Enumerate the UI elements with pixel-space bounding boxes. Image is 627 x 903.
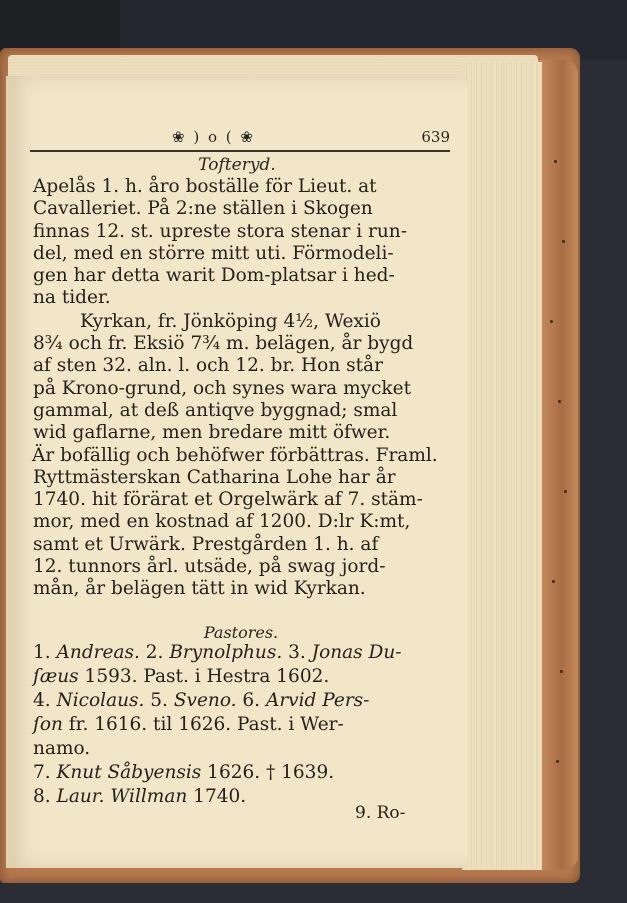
pastor-part-e: 6.	[242, 690, 261, 711]
text-line: mor, med en kostnad af 1200. D:lr K:mt,	[33, 511, 411, 532]
pastor-line	[33, 714, 344, 736]
pastor-part-a: 7.	[33, 762, 51, 783]
text-line: Är bofällig och behöfwer förbättras. Framl.	[32, 445, 438, 466]
pastor-part-f: Jonas Du-	[311, 642, 402, 663]
text-line: Ryttmästerskan Catharina Lohe har år	[33, 467, 396, 488]
text-line: na tider.	[33, 287, 111, 308]
header-ornament: ❀ ) o ( ❀	[172, 128, 255, 146]
text-line: 12. tunnors årl. utsäde, på swag jord-	[33, 556, 386, 577]
text-line: del, med en större mitt uti. Förmodeli-	[33, 243, 394, 264]
book-cover-fore-edge	[538, 60, 578, 870]
pastor-part-a: 1.	[33, 642, 51, 663]
pastor-line	[33, 738, 90, 760]
catchword: 9. Ro-	[355, 803, 406, 823]
text-line: 8¾ och fr. Eksiö 7¾ m. belägen, år bygd	[33, 333, 414, 354]
pastores-heading: Pastores.	[203, 623, 279, 642]
text-line: gen har detta warit Dom-platsar i hed-	[33, 265, 395, 286]
pastor-part-b: ſon	[33, 714, 63, 735]
pastor-line	[33, 642, 402, 664]
pastor-line	[33, 690, 369, 712]
text-line: finnas 12. st. upreste stora stenar i run-	[33, 221, 407, 242]
pastor-part-d: Sveno.	[173, 690, 237, 711]
pastor-part-c: 2.	[145, 642, 164, 663]
text-line: wid gaflarne, men bredare mitt öfwer.	[33, 422, 391, 443]
text-line: samt et Urwärk. Prestgården 1. h. af	[33, 534, 379, 555]
page-number: 639	[421, 128, 450, 146]
pastor-part-c: namo.	[33, 738, 91, 759]
pastor-line	[33, 786, 246, 808]
text-line: Apelås 1. h. åro boställe för Lieut. at	[33, 176, 377, 197]
text-line: Kyrkan, fr. Jönköping 4½, Wexiö	[80, 311, 381, 332]
text-line: af sten 32. aln. l. och 12. br. Hon står	[33, 355, 383, 376]
pastor-part-a: 4.	[33, 690, 51, 711]
text-line: 1740. hit förärat et Orgelwärk af 7. stäm-	[33, 489, 423, 510]
pastor-part-b: Knut Såbyensis	[56, 762, 202, 783]
section-title: Tofteryd.	[198, 155, 276, 175]
pastor-part-c: 5.	[150, 690, 168, 711]
pastor-part-e: 3.	[288, 642, 306, 663]
pastor-part-a: 8.	[33, 786, 51, 807]
text-line: mån, år belägen tätt in wid Kyrkan.	[33, 578, 366, 599]
text-line: på Krono-grund, och synes wara mycket	[33, 378, 412, 399]
pastor-part-c: 1593. Past. i Hestra 1602.	[84, 666, 330, 687]
pastor-line	[33, 666, 329, 688]
pastor-part-b: Andreas.	[56, 642, 140, 663]
pastor-part-f: Arvid Pers-	[265, 690, 370, 711]
pastor-part-b: Nicolaus.	[56, 690, 145, 711]
pastor-line	[33, 762, 334, 784]
pastor-part-b: ſæus	[33, 666, 79, 687]
pastor-part-c: 1626. † 1639.	[207, 762, 335, 783]
running-head	[150, 128, 450, 148]
pastor-part-c: 1740.	[193, 786, 247, 807]
pastor-part-b: Laur. Willman	[56, 786, 188, 807]
text-line: Cavalleriet. På 2:ne ställen i Skogen	[33, 198, 373, 219]
header-rule	[30, 150, 450, 152]
page-block-edges	[462, 62, 542, 870]
text-line: gammal, at deß antiqve byggnad; smal	[33, 400, 398, 421]
pastor-part-c: fr. 1616. til 1626. Past. i Wer-	[68, 714, 344, 735]
pastor-part-d: Brynolphus.	[169, 642, 283, 663]
